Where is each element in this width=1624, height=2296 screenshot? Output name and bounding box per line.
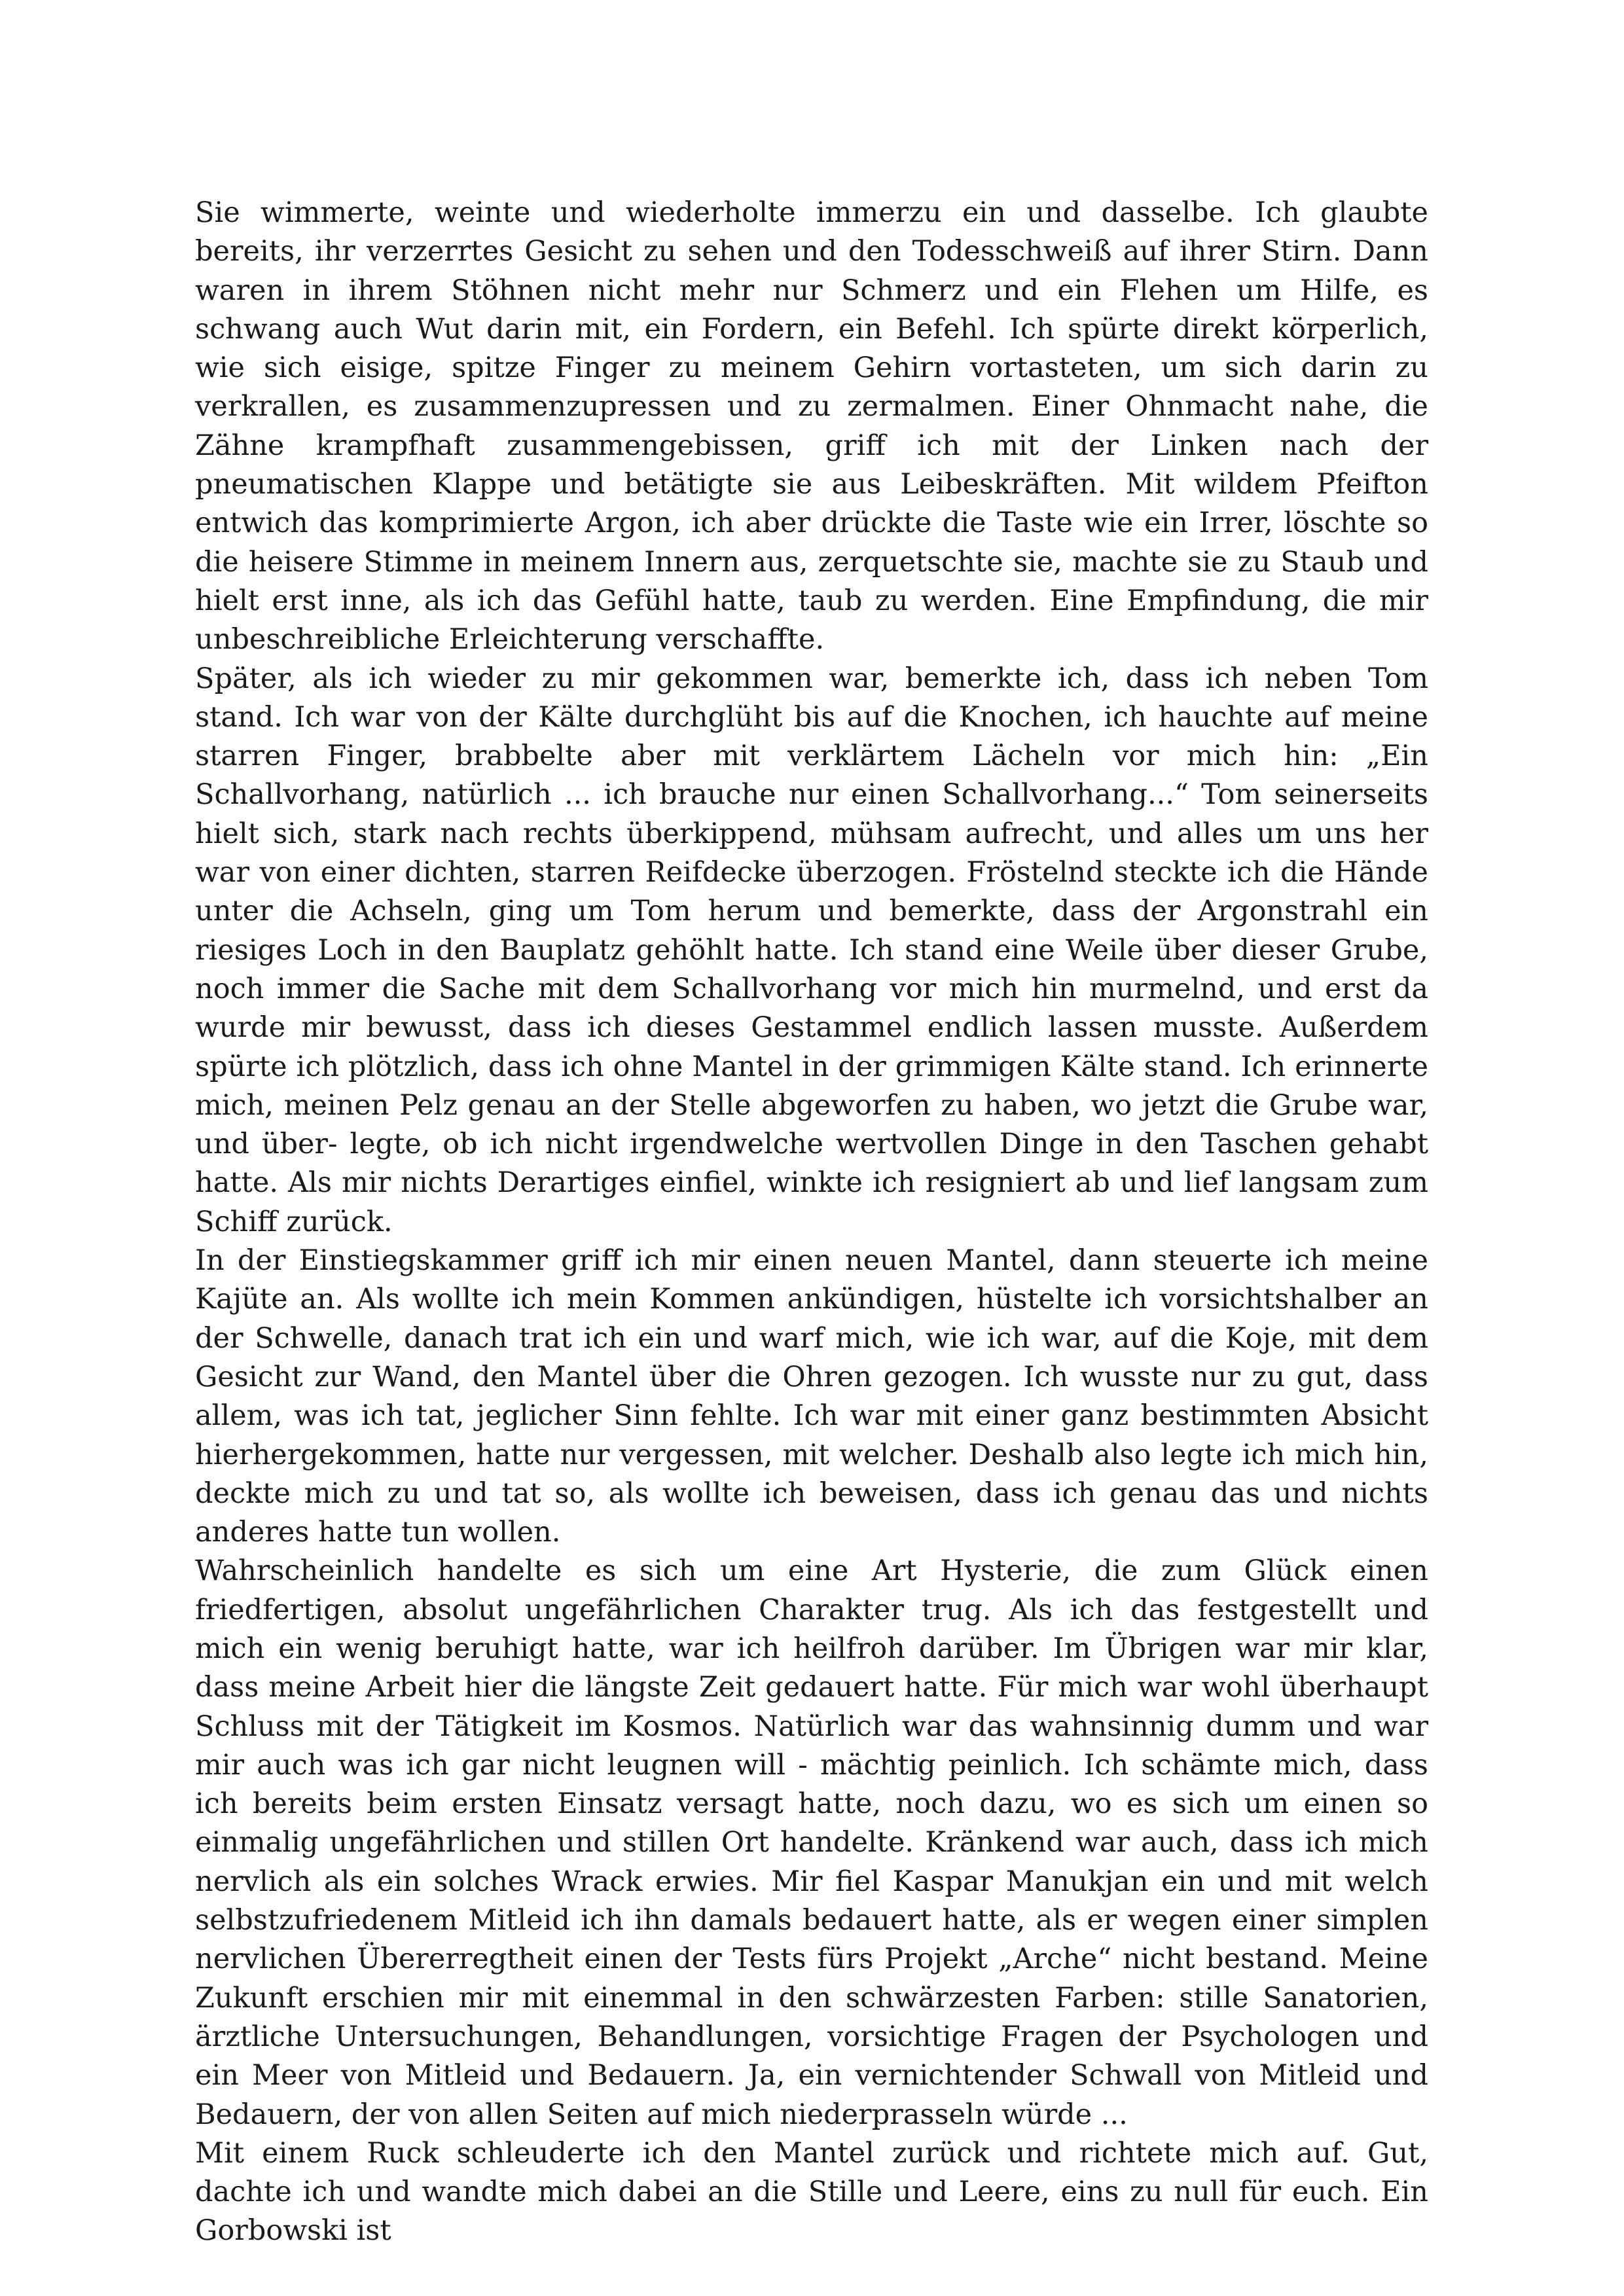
body-text bbox=[195, 194, 1428, 2251]
paragraph-4: Wahrscheinlich handelte es sich um eine Art Hysterie, die zum Glück einen friedfertigen, absolut ungefährlichen Charakter trug. Als ich das festgestellt und mich ein wenig beruhigt hatte, war ich heilfroh darüber. Im Übrigen war mir klar, dass meine Arbeit hier die längste Zeit gedauert hatte. Für mich war wohl überhaupt Schluss mit der Tätigkeit im Kosmos. Natürlich war das wahnsinnig dumm und war mir auch was ich gar nicht leugnen will - mächtig peinlich. Ich schämte mich, dass ich bereits beim ersten Einsatz versagt hatte, noch dazu, wo es sich um einen so einmalig ungefährlichen und stillen Ort handelte. Kränkend war auch, dass ich mich nervlich als ein solches Wrack erwies. Mir fiel Kaspar Manukjan ein und mit welch selbstzufriedenem Mitleid ich ihn damals bedauert hatte, als er wegen einer simplen nervlichen Übererregtheit einen der Tests fürs Projekt „Arche“ nicht bestand. Meine Zukunft erschien mir mit einemmal in den schwärzesten Farben: stille Sanatorien, ärztliche Untersuchungen, Behandlungen, vorsichtige Fragen der Psychologen und ein Meer von Mitleid und Bedauern. Ja, ein vernichtender Schwall von Mitleid und Bedauern, der von allen Seiten auf mich niederprasseln würde ... bbox=[195, 1554, 1428, 2131]
paragraph-1: Sie wimmerte, weinte und wiederholte immerzu ein und dasselbe. Ich glaubte bereits, ihr verzerrtes Gesicht zu sehen und den Todesschweiß auf ihrer Stirn. Dann waren in ihrem Stöhnen nicht mehr nur Schmerz und ein Flehen um Hilfe, es schwang auch Wut darin mit, ein Fordern, ein Befehl. Ich spürte direkt körperlich, wie sich eisige, spitze Finger zu meinem Gehirn vortasteten, um sich darin zu verkrallen, es zusammenzupressen und zu zermalmen. Einer Ohnmacht nahe, die Zähne krampfhaft zusammengebissen, griff ich mit der Linken nach der pneumatischen Klappe und betätigte sie aus Leibeskräften. Mit wildem Pfeifton entwich das komprimierte Argon, ich aber drückte die Taste wie ein Irrer, löschte so die heisere Stimme in meinem Innern aus, zerquetschte sie, machte sie zu Staub und hielt erst inne, als ich das Gefühl hatte, taub zu werden. Eine Empfindung, die mir unbeschreibliche Erleichterung verschaffte. bbox=[195, 196, 1428, 656]
paragraph-3: In der Einstiegskammer griff ich mir einen neuen Mantel, dann steuerte ich meine Kajüte an. Als wollte ich mein Kommen ankündigen, hüstelte ich vorsichtshalber an der Schwelle, danach trat ich ein und warf mich, wie ich war, auf die Koje, mit dem Gesicht zur Wand, den Mantel über die Ohren gezogen. Ich wusste nur zu gut, dass allem, was ich tat, jeglicher Sinn fehlte. Ich war mit einer ganz bestimmten Absicht hierhergekommen, hatte nur vergessen, mit welcher. Deshalb also legte ich mich hin, deckte mich zu und tat so, als wollte ich beweisen, dass ich genau das und nichts anderes hatte tun wollen. bbox=[195, 1244, 1428, 1549]
paragraph-5: Mit einem Ruck schleuderte ich den Mantel zurück und richtete mich auf. Gut, dachte ich und wandte mich dabei an die Stille und Leere, eins zu null für euch. Ein Gorbowski ist bbox=[195, 2136, 1428, 2248]
paragraph-2: Später, als ich wieder zu mir gekommen war, bemerkte ich, dass ich neben Tom stand. Ich war von der Kälte durchglüht bis auf die Knochen, ich hauchte auf meine starren Finger, brabbelte aber mit verklärtem Lächeln vor mich hin: „Ein Schallvorhang, natürlich ... ich brauche nur einen Schallvorhang...“ Tom seinerseits hielt sich, stark nach rechts überkippend, mühsam aufrecht, und alles um uns her war von einer dichten, starren Reifdecke überzogen. Fröstelnd steckte ich die Hände unter die Achseln, ging um Tom herum und bemerkte, dass der Argonstrahl ein riesiges Loch in den Bauplatz gehöhlt hatte. Ich stand eine Weile über dieser Grube, noch immer die Sache mit dem Schallvorhang vor mich hin murmelnd, und erst da wurde mir bewusst, dass ich dieses Gestammel endlich lassen musste. Außerdem spürte ich plötzlich, dass ich ohne Mantel in der grimmigen Kälte stand. Ich erinnerte mich, meinen Pelz genau an der Stelle abgeworfen zu haben, wo jetzt die Grube war, und über- legte, ob ich nicht irgendwelche wertvollen Dinge in den Taschen gehabt hatte. Als mir nichts Derartiges einfiel, winkte ich resigniert ab und lief langsam zum Schiff zurück. bbox=[195, 662, 1428, 1238]
